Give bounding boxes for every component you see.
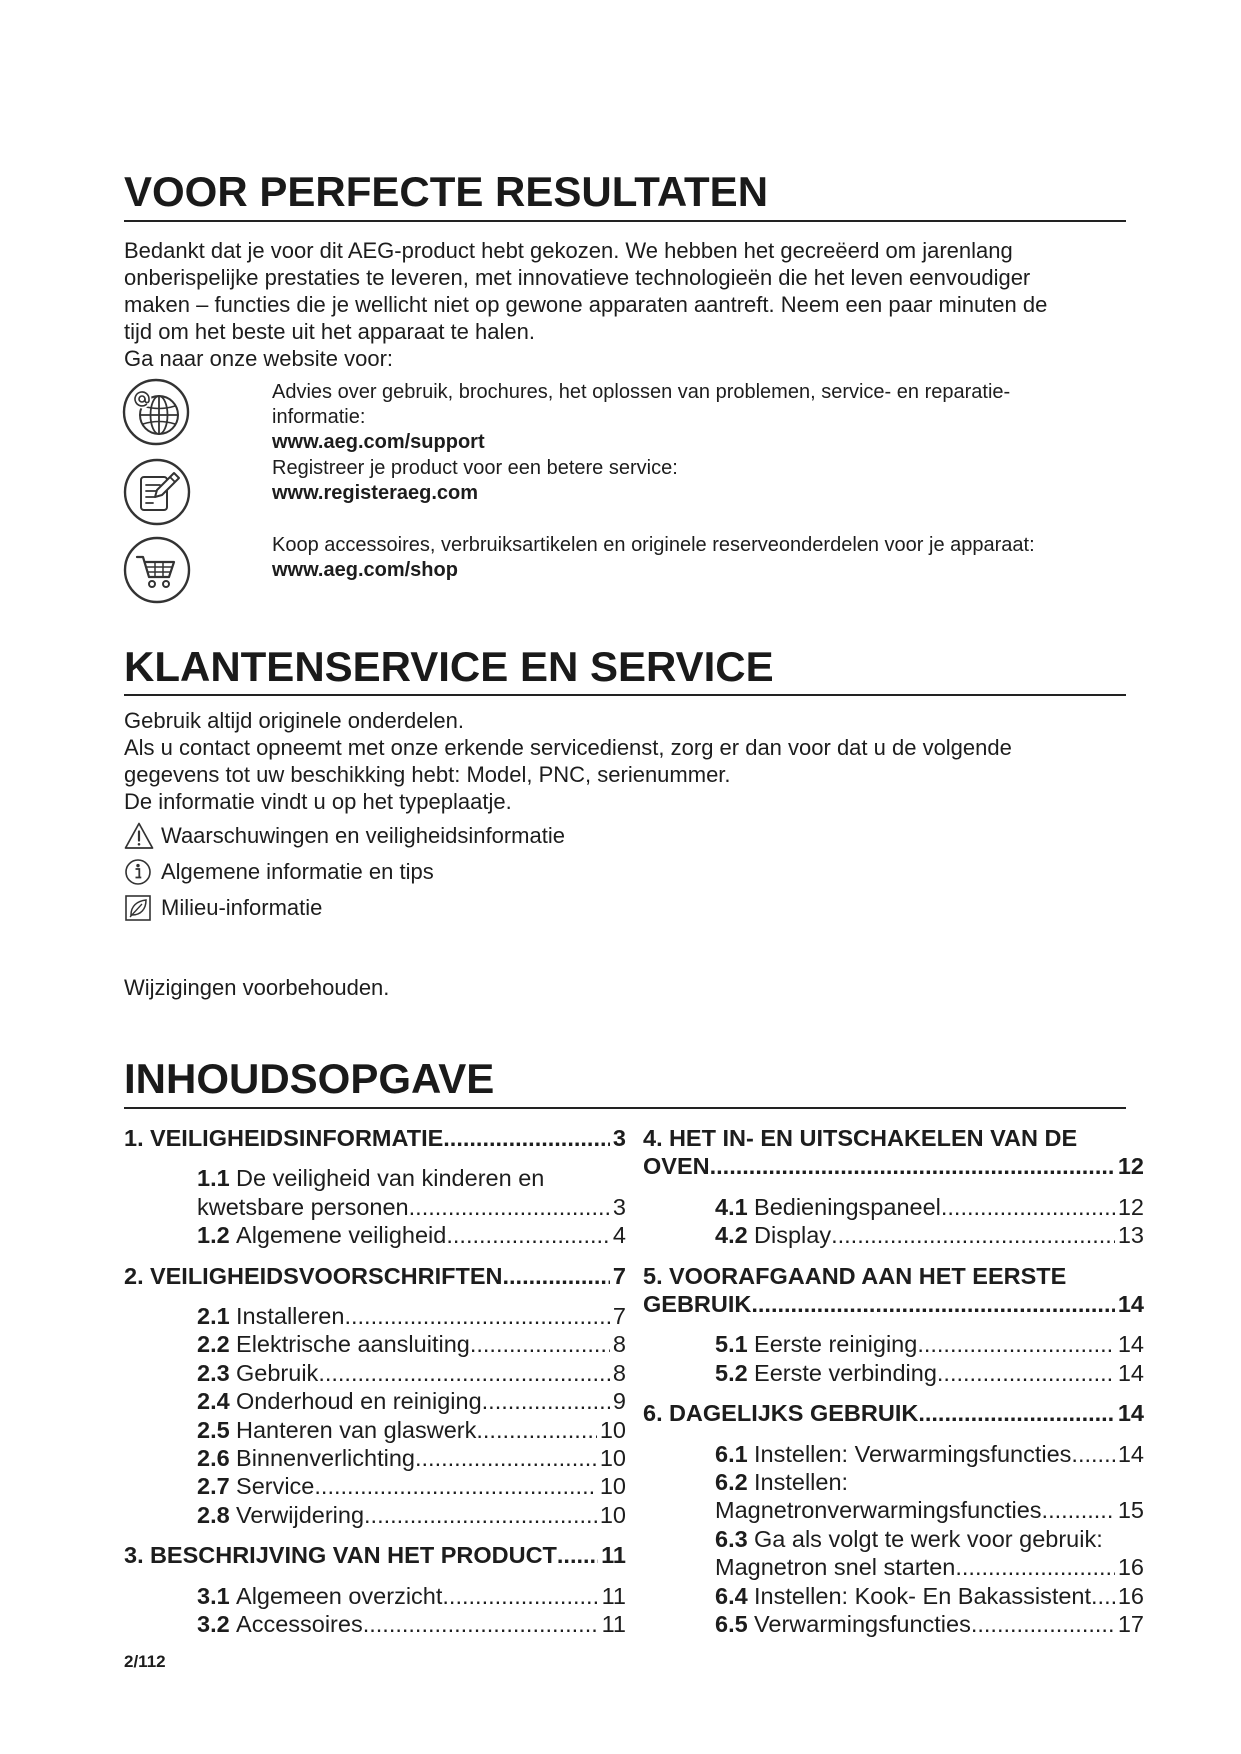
customer-service-line: Gebruik altijd originele onderdelen.: [124, 708, 464, 733]
toc-subentry-page: 14: [1117, 1331, 1144, 1358]
intro-line: onberispelijke prestaties te leveren, met innovatieve technologieën die het leven eenvoudiger: [124, 264, 1031, 290]
toc-subentry: [197, 1416, 626, 1444]
toc-subentry-title: Accessoires: [236, 1611, 363, 1638]
toc-dot-leader: [751, 1290, 1114, 1318]
toc-subentry: [197, 1302, 626, 1330]
registration-form-icon: [122, 457, 192, 527]
heading-rule: [124, 220, 1126, 222]
toc-subentry-title: Onderhoud en reiniging: [236, 1388, 482, 1415]
toc-subentry-page: 10: [599, 1501, 626, 1528]
toc-entry: [643, 1262, 1144, 1319]
toc-subentry-title: Installeren: [236, 1303, 345, 1330]
section-heading-perfect-results: VOOR PERFECTE RESULTATEN: [124, 168, 769, 215]
toc-entry: [124, 1124, 626, 1152]
toc-subentry-line: [197, 1164, 626, 1192]
toc-subentry-number: 2.1: [197, 1303, 230, 1330]
toc-subentry-title: Instellen: Verwarmingsfuncties: [754, 1440, 1072, 1467]
toc-subentry-number: 2.7: [197, 1473, 230, 1500]
toc-subentry: [197, 1610, 626, 1638]
toc-subentry-number: 3.1: [197, 1582, 230, 1609]
toc-subentry-title: Magnetron snel starten: [715, 1554, 956, 1581]
toc-subentry-number: 1.2: [197, 1222, 230, 1249]
toc-entry-line: [124, 1262, 626, 1290]
toc-subentry: [715, 1330, 1144, 1358]
support-url-link[interactable]: www.aeg.com/support: [272, 430, 485, 453]
toc-subentry-line: [197, 1582, 626, 1610]
toc-subentry: [197, 1472, 626, 1500]
toc-entry-number: 1.: [124, 1125, 144, 1151]
intro-line: maken – functies die je wellicht niet op gewone apparaten aantreft. Neem een paar minuten de: [124, 291, 1048, 317]
toc-subentry-title: Verwarmingsfuncties: [754, 1611, 971, 1638]
toc-subentry-title: Hanteren van glaswerk: [236, 1416, 477, 1443]
toc-subentry-page: 13: [1117, 1222, 1144, 1249]
toc-dot-leader: [364, 1501, 597, 1529]
legend-text: Milieu-informatie: [161, 895, 323, 920]
toc-entry-title: OVEN: [643, 1153, 710, 1180]
toc-subentries: [197, 1164, 626, 1249]
toc-subentry-number: 2.5: [197, 1416, 230, 1443]
toc-dot-leader: [941, 1193, 1115, 1221]
resource-text-line: informatie:: [272, 405, 366, 428]
toc-subentry-number: 6.5: [715, 1611, 748, 1638]
legend-text: Algemene informatie en tips: [161, 859, 434, 884]
toc-dot-leader: [415, 1444, 597, 1472]
toc-entry-line: [124, 1541, 626, 1569]
intro-paragraph: [124, 237, 1047, 372]
toc-dot-leader: [318, 1359, 610, 1387]
section-heading-customer-service: KLANTENSERVICE EN SERVICE: [124, 642, 774, 690]
toc-subentry: [197, 1582, 626, 1610]
resource-text-line: Advies over gebruik, brochures, het oplossen van problemen, service- en reparatie-: [272, 380, 1011, 403]
toc-dot-leader: [409, 1193, 610, 1221]
toc-subentry-number: 6.2: [715, 1469, 748, 1496]
toc-subentry-page: 9: [612, 1388, 626, 1415]
toc-subentry-number: 4.1: [715, 1193, 748, 1220]
toc-subentry: [197, 1359, 626, 1387]
toc-subentry: [197, 1221, 626, 1249]
shop-url-link[interactable]: www.aeg.com/shop: [272, 558, 458, 581]
toc-subentry-number: 4.2: [715, 1222, 748, 1249]
toc-subentries: [197, 1302, 626, 1529]
toc-subentry-line: [715, 1582, 1144, 1610]
toc-subentry-page: 17: [1117, 1611, 1144, 1638]
toc-subentry-title: Display: [754, 1222, 832, 1249]
toc-dot-leader: [1042, 1496, 1115, 1524]
toc-dot-leader: [314, 1472, 596, 1500]
toc-dot-leader: [937, 1359, 1115, 1387]
toc-subentry-title: kwetsbare personen: [197, 1193, 409, 1220]
toc-subentry: [715, 1193, 1144, 1221]
toc-entry-title: DAGELIJKS GEBRUIK: [668, 1400, 919, 1427]
legend-warning: [124, 821, 565, 851]
info-icon: [124, 857, 154, 887]
toc-dot-leader: [557, 1541, 598, 1569]
toc-entry: [643, 1399, 1144, 1427]
toc-entry-title: GEBRUIK: [643, 1291, 752, 1318]
toc-subentry-number: 2.8: [197, 1501, 230, 1528]
toc-entry-number: 3.: [124, 1542, 144, 1569]
toc-entry: [643, 1124, 1144, 1181]
toc-subentry: [197, 1444, 626, 1472]
toc-subentry-line: [715, 1553, 1144, 1581]
toc-dot-leader: [971, 1610, 1115, 1638]
toc-dot-leader: [955, 1553, 1115, 1581]
toc-dot-leader: [446, 1221, 610, 1249]
toc-column-left: [124, 1124, 626, 1651]
customer-service-paragraph: [124, 707, 1012, 815]
heading-rule: [124, 694, 1126, 696]
toc-entry-line: [643, 1399, 1144, 1427]
toc-subentry-line: [197, 1302, 626, 1330]
toc-entry-page: 11: [601, 1542, 626, 1569]
toc-subentry-title: De veiligheid van kinderen en: [236, 1165, 545, 1192]
toc-entry-title: HET IN- EN UITSCHAKELEN VAN DE: [668, 1125, 1078, 1151]
toc-subentry-line: [197, 1221, 626, 1249]
toc-entry-page: 3: [612, 1125, 626, 1151]
toc-subentry-number: 6.4: [715, 1582, 748, 1609]
toc-subentry-line: [197, 1387, 626, 1415]
toc-subentry-page: 12: [1117, 1193, 1144, 1220]
intro-line: Bedankt dat je voor dit AEG-product hebt gekozen. We hebben het gecreëerd om jarenlang: [124, 237, 1013, 263]
toc-subentry: [197, 1501, 626, 1529]
toc-dot-leader: [344, 1302, 609, 1330]
toc-dot-leader: [442, 1582, 598, 1610]
section-heading-table-of-contents: INHOUDSOPGAVE: [124, 1055, 495, 1102]
toc-subentry-line: [715, 1610, 1144, 1638]
toc-subentry-line: [715, 1468, 1144, 1496]
toc-subentry-title: Binnenverlichting: [236, 1445, 415, 1472]
toc-dot-leader: [443, 1124, 610, 1152]
customer-service-line: gegevens tot uw beschikking hebt: Model, PNC, serienummer.: [124, 762, 731, 787]
toc-entry-number: 6.: [643, 1400, 663, 1427]
toc-entry-line: [643, 1262, 1144, 1290]
toc-subentry-line: [715, 1525, 1144, 1553]
toc-subentry: [715, 1221, 1144, 1249]
toc-subentry-page: 3: [612, 1193, 626, 1220]
toc-entry-title: VEILIGHEIDSVOORSCHRIFTEN: [149, 1262, 503, 1289]
toc-subentry-title: Eerste verbinding: [754, 1359, 937, 1386]
toc-subentry-number: 5.2: [715, 1359, 748, 1386]
toc-subentries: [715, 1330, 1144, 1387]
toc-subentry: [715, 1468, 1144, 1525]
toc-subentry-line: [197, 1444, 626, 1472]
toc-entry-title: VOORAFGAAND AAN HET EERSTE: [668, 1262, 1067, 1289]
toc-entry-page: 12: [1117, 1153, 1144, 1180]
toc-subentry-line: [197, 1501, 626, 1529]
toc-subentry-line: [197, 1472, 626, 1500]
toc-subentry-page: 11: [601, 1582, 626, 1609]
toc-subentry-number: 1.1: [197, 1165, 230, 1192]
environment-leaf-icon: [124, 893, 154, 923]
toc-subentry-title: Algemene veiligheid: [236, 1222, 447, 1249]
toc-entry-number: 2.: [124, 1262, 144, 1289]
toc-subentry: [715, 1525, 1144, 1582]
toc-subentry-line: [197, 1610, 626, 1638]
toc-subentry-page: 14: [1117, 1359, 1144, 1386]
toc-subentry: [715, 1440, 1144, 1468]
toc-dot-leader: [503, 1262, 610, 1290]
toc-subentry-number: 3.2: [197, 1611, 230, 1638]
toc-subentry-number: 2.3: [197, 1359, 230, 1386]
toc-subentry: [197, 1387, 626, 1415]
toc-subentry-title: Instellen:: [754, 1469, 849, 1496]
toc-dot-leader: [1091, 1582, 1115, 1610]
toc-subentry-line: [715, 1496, 1144, 1524]
toc-subentry-line: [715, 1193, 1144, 1221]
legend-info: [124, 857, 434, 887]
toc-subentries: [715, 1440, 1144, 1639]
toc-dot-leader: [918, 1399, 1115, 1427]
toc-entry-number: 5.: [643, 1262, 663, 1289]
toc-subentry-title: Eerste reiniging: [754, 1331, 918, 1358]
toc-entry-number: 4.: [643, 1125, 663, 1151]
shopping-cart-icon: [122, 535, 192, 605]
registration-url-link[interactable]: www.registeraeg.com: [272, 482, 478, 505]
resource-shop: [272, 533, 1035, 583]
toc-subentry-page: 16: [1117, 1554, 1144, 1581]
toc-entry: [124, 1262, 626, 1290]
globe-at-icon: [121, 377, 191, 447]
toc-entry-page: 14: [1117, 1400, 1144, 1427]
toc-subentry-page: 8: [612, 1359, 626, 1386]
resource-support: [272, 380, 1010, 455]
toc-subentry-title: Gebruik: [236, 1359, 319, 1386]
resource-registration: [272, 456, 678, 506]
toc-entry: [124, 1541, 626, 1569]
toc-subentry: [715, 1610, 1144, 1638]
toc-subentry-page: 8: [612, 1331, 626, 1358]
customer-service-line: De informatie vindt u op het typeplaatje.: [124, 789, 512, 814]
toc-subentry-line: [715, 1330, 1144, 1358]
legend-environment: [124, 893, 322, 923]
toc-subentry-page: 14: [1117, 1440, 1144, 1467]
toc-dot-leader: [470, 1330, 610, 1358]
toc-subentry: [197, 1164, 626, 1221]
toc-subentry-line: [197, 1193, 626, 1221]
toc-entry-page: 14: [1117, 1291, 1144, 1318]
toc-subentry-page: 4: [612, 1222, 626, 1249]
toc-entry-page: 7: [612, 1262, 626, 1289]
toc-subentry-title: Elektrische aansluiting: [236, 1331, 470, 1358]
toc-subentry-page: 10: [599, 1473, 626, 1500]
toc-subentry-line: [715, 1359, 1144, 1387]
toc-dot-leader: [476, 1416, 596, 1444]
resource-text-line: Registreer je product voor een betere service:: [272, 457, 678, 480]
page-number: 2/112: [124, 1652, 166, 1671]
toc-subentry-title: Magnetronverwarmingsfuncties: [715, 1497, 1042, 1524]
changes-reserved-note: Wijzigingen voorbehouden.: [124, 975, 390, 1000]
toc-subentry-line: [197, 1359, 626, 1387]
intro-line: tijd om het beste uit het apparaat te halen.: [124, 318, 535, 344]
toc-dot-leader: [363, 1610, 599, 1638]
toc-subentry-title: Verwijdering: [236, 1501, 365, 1528]
toc-entry-line: [643, 1124, 1144, 1152]
toc-column-right: [643, 1124, 1144, 1651]
heading-rule: [124, 1107, 1126, 1109]
toc-entry-line: [643, 1290, 1144, 1318]
toc-subentry-page: 10: [599, 1416, 626, 1443]
legend-text: Waarschuwingen en veiligheidsinformatie: [161, 823, 565, 848]
toc-dot-leader: [917, 1330, 1115, 1358]
toc-subentry-number: 2.6: [197, 1445, 230, 1472]
intro-line: Ga naar onze website voor:: [124, 345, 394, 371]
toc-subentry-line: [197, 1330, 626, 1358]
toc-dot-leader: [1071, 1440, 1114, 1468]
toc-subentry-line: [715, 1221, 1144, 1249]
toc-subentry-title: Bedieningspaneel: [754, 1193, 941, 1220]
toc-subentry-page: 7: [612, 1303, 626, 1330]
toc-subentry: [715, 1359, 1144, 1387]
toc-subentry-title: Service: [236, 1473, 315, 1500]
toc-dot-leader: [710, 1152, 1115, 1180]
toc-subentry: [197, 1330, 626, 1358]
toc-subentry-line: [197, 1416, 626, 1444]
toc-subentry-title: Ga als volgt te werk voor gebruik:: [754, 1525, 1103, 1552]
toc-subentry-page: 16: [1117, 1582, 1144, 1609]
toc-subentry-line: [715, 1440, 1144, 1468]
toc-subentry-number: 2.2: [197, 1331, 230, 1358]
toc-entry-title: VEILIGHEIDSINFORMATIE: [149, 1125, 444, 1151]
toc-subentries: [197, 1582, 626, 1639]
toc-subentry-number: 5.1: [715, 1331, 748, 1358]
toc-subentry-number: 6.1: [715, 1440, 748, 1467]
resource-text-line: Koop accessoires, verbruiksartikelen en originele reserveonderdelen voor je apparaat:: [272, 533, 1035, 556]
toc-subentry-number: 2.4: [197, 1388, 230, 1415]
toc-subentry-title: Algemeen overzicht: [236, 1582, 443, 1609]
toc-subentry: [715, 1582, 1144, 1610]
toc-subentry-title: Instellen: Kook- En Bakassistent: [754, 1582, 1092, 1609]
customer-service-line: Als u contact opneemt met onze erkende servicedienst, zorg er dan voor dat u de volgende: [124, 735, 1012, 760]
toc-entry-line: [643, 1152, 1144, 1180]
toc-subentries: [715, 1193, 1144, 1250]
toc-dot-leader: [831, 1221, 1115, 1249]
toc-dot-leader: [482, 1387, 610, 1415]
toc-subentry-page: 10: [599, 1445, 626, 1472]
toc-entry-title: BESCHRIJVING VAN HET PRODUCT: [149, 1542, 557, 1569]
toc-entry-line: [124, 1124, 626, 1152]
toc-subentry-page: 15: [1117, 1497, 1144, 1524]
toc-subentry-page: 11: [601, 1611, 626, 1638]
warning-triangle-icon: [124, 821, 154, 851]
toc-subentry-number: 6.3: [715, 1525, 748, 1552]
